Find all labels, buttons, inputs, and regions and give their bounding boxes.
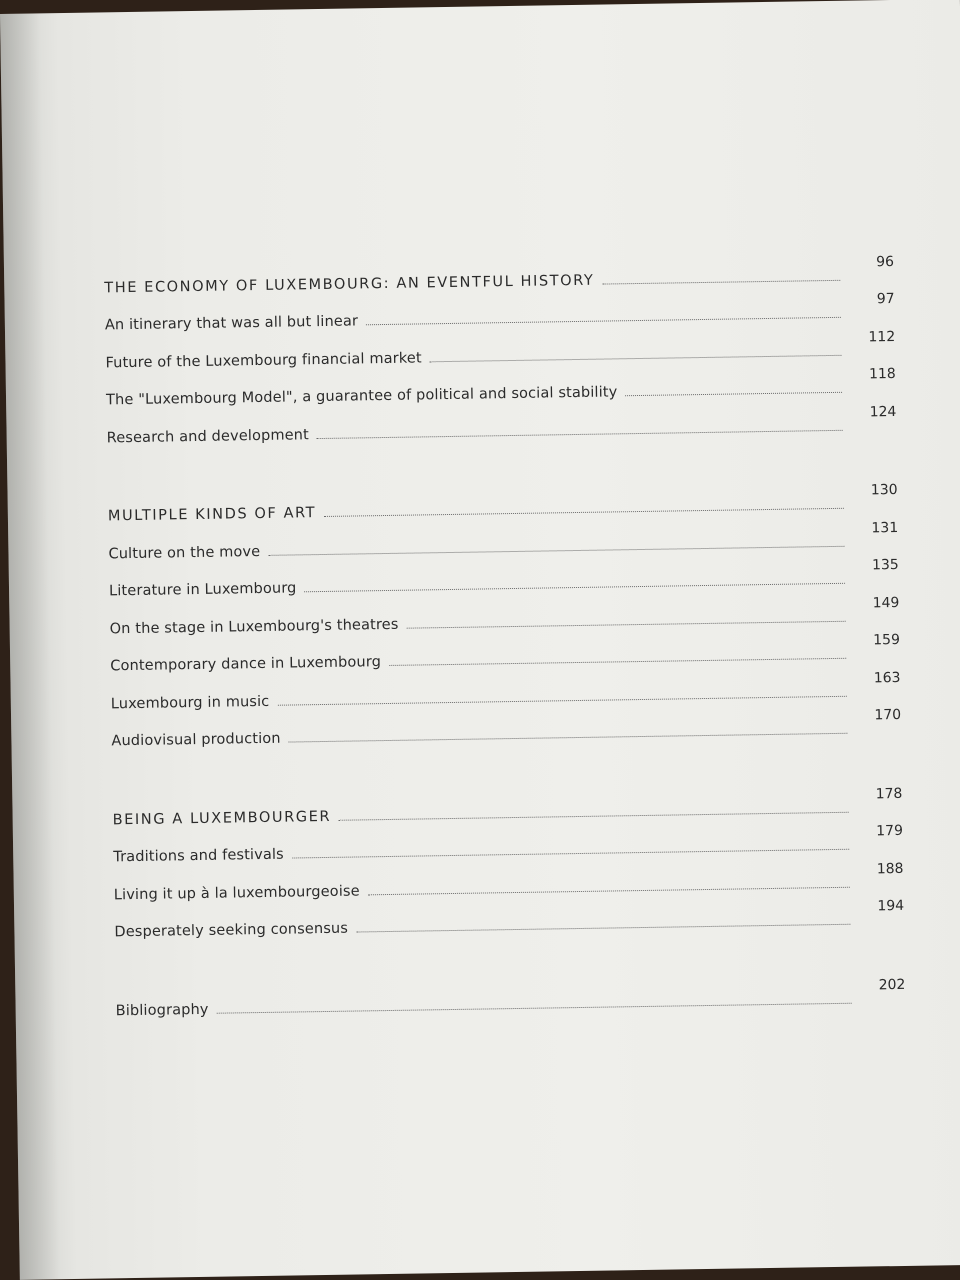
- toc-entry-title: Luxembourg in music: [110, 693, 270, 712]
- toc-page-number: 170: [874, 706, 902, 724]
- toc-page-number: 135: [871, 556, 899, 574]
- toc-page-number: 188: [876, 860, 904, 877]
- toc-page-number: 96: [876, 253, 895, 270]
- dot-leader: [317, 428, 843, 438]
- dot-leader: [289, 732, 848, 743]
- dot-leader: [602, 278, 840, 284]
- toc-entry-title: Culture on the move: [108, 543, 261, 562]
- toc-page-number: 131: [871, 519, 899, 536]
- toc-page-number: 179: [876, 822, 904, 840]
- dot-leader: [356, 923, 850, 933]
- toc-section-bibliography: [115, 969, 905, 1019]
- toc-entry-title: On the stage in Luxembourg's theatres: [109, 616, 399, 637]
- toc-page-number: 194: [877, 897, 905, 915]
- toc-page-number: 130: [870, 481, 898, 499]
- toc-page-number: 118: [868, 365, 896, 383]
- toc-page-number: 149: [872, 594, 900, 611]
- toc-section-economy: [104, 246, 897, 446]
- toc-heading-title: MULTIPLE KINDS OF ART: [107, 505, 317, 525]
- toc-entry-title: An itinerary that was all but linear: [104, 313, 359, 334]
- toc-entry-title: Desperately seeking consensus: [114, 920, 349, 941]
- dot-leader: [217, 1001, 852, 1013]
- toc-page-number: 112: [868, 328, 896, 345]
- page-gutter-shadow: [0, 13, 60, 1279]
- toc-page-number: 202: [878, 976, 906, 993]
- toc-page-number: 163: [873, 669, 901, 686]
- toc-entry-title: Audiovisual production: [111, 730, 281, 750]
- table-of-contents: [104, 246, 906, 1060]
- toc-page-number: 97: [876, 290, 895, 308]
- toc-entry-title: Bibliography: [115, 1001, 209, 1019]
- toc-entry-title: Research and development: [106, 426, 310, 446]
- toc-heading-title: THE ECONOMY OF LUXEMBOURG: AN EVENTFUL HISTORY: [104, 272, 595, 296]
- toc-page-number: 159: [873, 631, 901, 649]
- toc-section-art: [107, 474, 901, 749]
- toc-entry-title: Contemporary dance in Luxembourg: [110, 654, 382, 675]
- toc-entry-title: Living it up à la luxembourgeoise: [113, 882, 360, 903]
- dot-leader: [625, 391, 842, 396]
- toc-section-luxembourger: [112, 778, 904, 940]
- toc-entry-title: Literature in Luxembourg: [108, 580, 297, 600]
- toc-heading-title: BEING A LUXEMBOURGER: [112, 808, 332, 828]
- toc-entry-title: The "Luxembourg Model", a guarantee of political and social stability: [105, 384, 618, 409]
- toc-page-number: 178: [875, 785, 903, 802]
- toc-entry-title: Future of the Luxembourg financial market: [105, 349, 422, 371]
- toc-entry-bibliography: [115, 969, 905, 1019]
- toc-page-number: 124: [869, 403, 897, 420]
- toc-entry-title: Traditions and festivals: [113, 846, 284, 866]
